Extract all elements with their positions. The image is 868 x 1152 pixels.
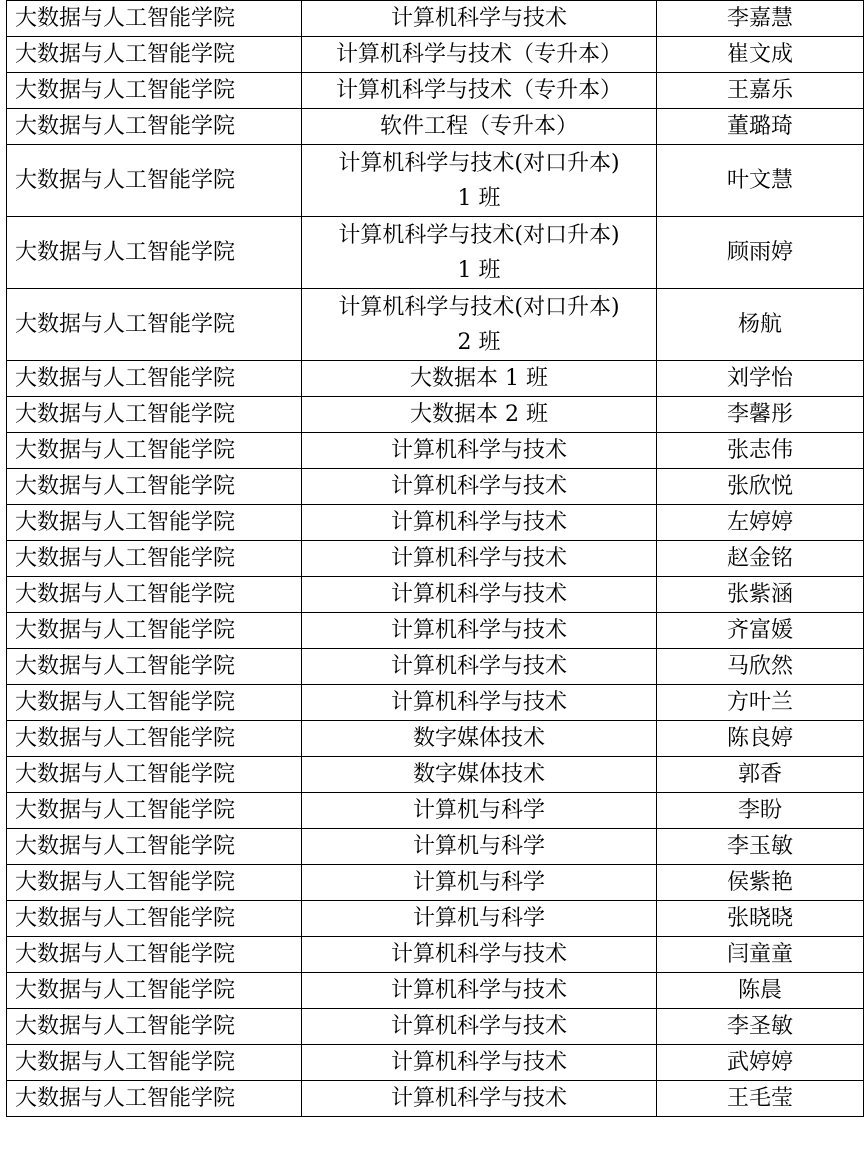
table-row — [7, 289, 864, 361]
major-cell — [302, 829, 657, 865]
major-cell — [302, 721, 657, 757]
major-line: 计算机科学与技术 — [390, 1086, 567, 1111]
table-row — [7, 937, 864, 973]
table-row — [7, 469, 864, 505]
major-cell — [302, 505, 657, 541]
student-name-cell: 张欣悦 — [657, 469, 864, 505]
table-row — [7, 649, 864, 685]
major-line: 数字媒体技术 — [412, 726, 545, 751]
major-line: 大数据本 1 班 — [410, 366, 548, 391]
student-table — [6, 0, 864, 1117]
college-cell: 大数据与人工智能学院 — [7, 793, 302, 829]
major-cell — [302, 1009, 657, 1045]
major-cell — [302, 289, 657, 361]
major-cell — [302, 685, 657, 721]
major-line: 计算机科学与技术 — [390, 618, 567, 643]
major-line: 计算机科学与技术 — [390, 978, 567, 1003]
student-name-cell: 叶文慧 — [657, 145, 864, 217]
student-name-cell: 李圣敏 — [657, 1009, 864, 1045]
table-row — [7, 901, 864, 937]
college-cell: 大数据与人工智能学院 — [7, 541, 302, 577]
student-name-cell: 杨航 — [657, 289, 864, 361]
major-line: 计算机科学与技术（专升本） — [335, 42, 622, 67]
major-cell — [302, 73, 657, 109]
college-cell: 大数据与人工智能学院 — [7, 1045, 302, 1081]
major-line: 计算机与科学 — [412, 906, 545, 931]
major-cell — [302, 649, 657, 685]
major-line: 计算机科学与技术 — [390, 6, 567, 31]
college-cell: 大数据与人工智能学院 — [7, 37, 302, 73]
table-row — [7, 433, 864, 469]
college-cell: 大数据与人工智能学院 — [7, 505, 302, 541]
student-name-cell: 方叶兰 — [657, 685, 864, 721]
table-row — [7, 217, 864, 289]
college-cell: 大数据与人工智能学院 — [7, 577, 302, 613]
major-cell — [302, 865, 657, 901]
major-cell — [302, 397, 657, 433]
student-name-cell: 张志伟 — [657, 433, 864, 469]
student-table-body — [7, 1, 864, 1117]
table-row — [7, 361, 864, 397]
student-name-cell: 张紫涵 — [657, 577, 864, 613]
college-cell: 大数据与人工智能学院 — [7, 1, 302, 37]
major-cell — [302, 793, 657, 829]
table-row — [7, 721, 864, 757]
student-name-cell: 闫童童 — [657, 937, 864, 973]
college-cell: 大数据与人工智能学院 — [7, 1081, 302, 1117]
major-line: 计算机科学与技术 — [390, 510, 567, 535]
table-row — [7, 37, 864, 73]
student-name-cell: 武婷婷 — [657, 1045, 864, 1081]
table-row — [7, 577, 864, 613]
table-row — [7, 505, 864, 541]
major-line: 计算机科学与技术 — [390, 1050, 567, 1075]
major-cell — [302, 217, 657, 289]
major-line: 计算机科学与技术 — [390, 1014, 567, 1039]
table-row — [7, 793, 864, 829]
student-name-cell: 赵金铭 — [657, 541, 864, 577]
major-cell — [302, 613, 657, 649]
major-line: 计算机科学与技术（专升本） — [335, 78, 622, 103]
major-line: 1 班 — [457, 185, 501, 211]
college-cell: 大数据与人工智能学院 — [7, 145, 302, 217]
student-name-cell: 张晓晓 — [657, 901, 864, 937]
college-cell: 大数据与人工智能学院 — [7, 901, 302, 937]
college-cell: 大数据与人工智能学院 — [7, 1009, 302, 1045]
table-row — [7, 541, 864, 577]
college-cell: 大数据与人工智能学院 — [7, 829, 302, 865]
major-line: 计算机科学与技术 — [390, 582, 567, 607]
table-row — [7, 73, 864, 109]
major-line: 2 班 — [457, 329, 501, 355]
student-name-cell: 顾雨婷 — [657, 217, 864, 289]
major-cell — [302, 1, 657, 37]
college-cell: 大数据与人工智能学院 — [7, 649, 302, 685]
college-cell: 大数据与人工智能学院 — [7, 397, 302, 433]
student-name-cell: 李馨彤 — [657, 397, 864, 433]
major-line: 数字媒体技术 — [412, 762, 545, 787]
major-cell — [302, 973, 657, 1009]
table-row — [7, 829, 864, 865]
college-cell: 大数据与人工智能学院 — [7, 613, 302, 649]
major-cell — [302, 37, 657, 73]
table-row — [7, 865, 864, 901]
table-row — [7, 1009, 864, 1045]
student-name-cell: 王毛莹 — [657, 1081, 864, 1117]
major-cell — [302, 109, 657, 145]
major-cell — [302, 901, 657, 937]
table-row — [7, 1, 864, 37]
student-name-cell: 左婷婷 — [657, 505, 864, 541]
college-cell: 大数据与人工智能学院 — [7, 361, 302, 397]
student-name-cell: 齐富媛 — [657, 613, 864, 649]
major-line: 计算机科学与技术 — [390, 546, 567, 571]
table-row — [7, 1081, 864, 1117]
major-line: 软件工程（专升本） — [379, 114, 578, 139]
college-cell: 大数据与人工智能学院 — [7, 973, 302, 1009]
college-cell: 大数据与人工智能学院 — [7, 757, 302, 793]
student-roster-sheet — [6, 0, 863, 1117]
student-name-cell: 陈良婷 — [657, 721, 864, 757]
table-row — [7, 973, 864, 1009]
major-cell — [302, 937, 657, 973]
major-line: 计算机科学与技术(对口升本) — [338, 150, 620, 176]
major-line: 计算机与科学 — [412, 870, 545, 895]
college-cell: 大数据与人工智能学院 — [7, 433, 302, 469]
student-name-cell: 侯紫艳 — [657, 865, 864, 901]
college-cell: 大数据与人工智能学院 — [7, 217, 302, 289]
major-line: 计算机科学与技术 — [390, 942, 567, 967]
table-row — [7, 685, 864, 721]
major-line: 1 班 — [457, 257, 501, 283]
major-line: 计算机科学与技术 — [390, 438, 567, 463]
major-cell — [302, 577, 657, 613]
major-line: 计算机科学与技术 — [390, 474, 567, 499]
college-cell: 大数据与人工智能学院 — [7, 865, 302, 901]
college-cell: 大数据与人工智能学院 — [7, 109, 302, 145]
college-cell: 大数据与人工智能学院 — [7, 685, 302, 721]
major-line: 计算机与科学 — [412, 798, 545, 823]
major-line: 计算机科学与技术 — [390, 654, 567, 679]
student-name-cell: 董璐琦 — [657, 109, 864, 145]
major-cell — [302, 433, 657, 469]
table-row — [7, 397, 864, 433]
student-name-cell: 陈晨 — [657, 973, 864, 1009]
college-cell: 大数据与人工智能学院 — [7, 469, 302, 505]
major-line: 计算机与科学 — [412, 834, 545, 859]
major-cell — [302, 1081, 657, 1117]
major-cell — [302, 1045, 657, 1081]
college-cell: 大数据与人工智能学院 — [7, 73, 302, 109]
table-row — [7, 109, 864, 145]
student-name-cell: 郭香 — [657, 757, 864, 793]
major-line: 计算机科学与技术(对口升本) — [338, 222, 620, 248]
major-cell — [302, 145, 657, 217]
major-cell — [302, 757, 657, 793]
student-name-cell: 李玉敏 — [657, 829, 864, 865]
table-row — [7, 145, 864, 217]
table-row — [7, 613, 864, 649]
major-cell — [302, 361, 657, 397]
student-name-cell: 崔文成 — [657, 37, 864, 73]
major-cell — [302, 469, 657, 505]
table-row — [7, 1045, 864, 1081]
student-name-cell: 李嘉慧 — [657, 1, 864, 37]
major-line: 大数据本 2 班 — [410, 402, 548, 427]
student-name-cell: 刘学怡 — [657, 361, 864, 397]
college-cell: 大数据与人工智能学院 — [7, 289, 302, 361]
student-name-cell: 王嘉乐 — [657, 73, 864, 109]
table-row — [7, 757, 864, 793]
major-cell — [302, 541, 657, 577]
college-cell: 大数据与人工智能学院 — [7, 937, 302, 973]
college-cell: 大数据与人工智能学院 — [7, 721, 302, 757]
major-line: 计算机科学与技术(对口升本) — [338, 294, 620, 320]
major-line: 计算机科学与技术 — [390, 690, 567, 715]
student-name-cell: 李盼 — [657, 793, 864, 829]
student-name-cell: 马欣然 — [657, 649, 864, 685]
